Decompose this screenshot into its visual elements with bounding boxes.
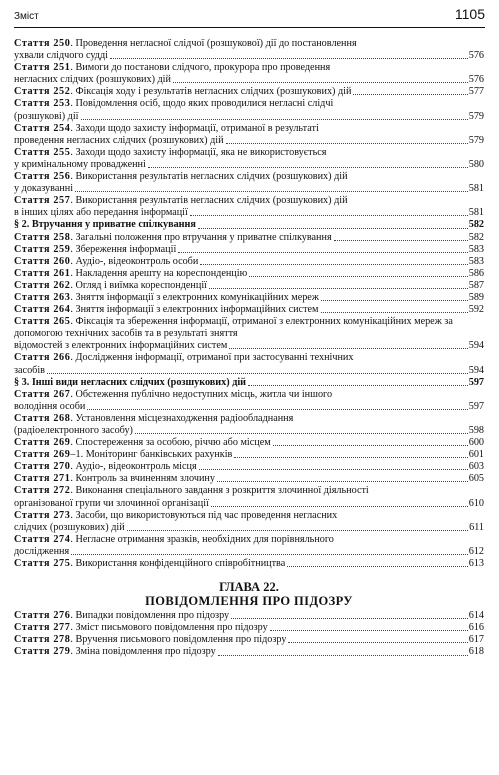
entry-last-line-text <box>14 437 271 449</box>
toc-entry[interactable] <box>14 352 484 376</box>
dot-leader <box>198 228 468 229</box>
entry-text: § 3. Інші види негласних слідчих (розшукових) дій <box>14 376 247 388</box>
toc-entry[interactable] <box>14 534 484 558</box>
entry-last-line-text <box>14 256 198 268</box>
page-number: 1105 <box>454 6 485 22</box>
entry-last-line <box>14 498 484 510</box>
toc-entry[interactable] <box>14 38 484 62</box>
entry-page-number: 583 <box>468 243 484 255</box>
entry-title-text: . Повідомлення осіб, щодо яких проводилися негласні слідчі <box>70 98 334 110</box>
entry-text: . Аудіо-, відеоконтроль місця <box>70 461 197 473</box>
article-number: Стаття 257 <box>14 195 71 207</box>
entry-text: § 2. Втручання у приватне спілкування <box>14 219 196 231</box>
entry-last-line <box>14 280 484 292</box>
toc-entry[interactable] <box>14 62 484 86</box>
entry-page-number: 587 <box>468 279 484 291</box>
article-number: Стаття 251 <box>14 62 71 74</box>
toc-entry[interactable] <box>14 268 484 280</box>
entry-last-line <box>14 207 484 219</box>
entry-title-text: . Обстеження публічно недоступних місць, житла чи іншого <box>70 388 333 400</box>
entry-text: негласних слідчих (розшукових) дій <box>14 74 171 86</box>
entry-last-line-text <box>14 522 125 534</box>
entry-page-number: 576 <box>468 50 484 62</box>
entry-last-line-text <box>14 401 85 413</box>
toc-entry[interactable] <box>14 232 484 244</box>
toc-entry[interactable] <box>14 510 484 534</box>
entry-page-number: 577 <box>468 86 484 98</box>
toc-section[interactable] <box>14 219 484 231</box>
toc-entry[interactable] <box>14 389 484 413</box>
entry-text: проведення негласних слідчих (розшукових) дій <box>14 134 224 146</box>
entry-last-line-text <box>14 135 224 147</box>
entry-last-line <box>14 244 484 256</box>
dot-leader <box>190 215 468 216</box>
entry-last-line-text <box>14 111 79 123</box>
entry-title-text: . Негласне отримання зразків, необхідних для порівняльного <box>70 533 334 545</box>
toc-entry[interactable] <box>14 485 484 509</box>
entry-last-line-text <box>14 634 286 646</box>
entry-page-number: 594 <box>468 340 484 352</box>
article-number: Стаття 274 <box>14 533 71 545</box>
article-number: Стаття 264 <box>14 304 71 316</box>
toc-section[interactable] <box>14 377 484 389</box>
dot-leader <box>334 240 468 241</box>
article-number: Стаття 266 <box>14 352 71 364</box>
article-number: Стаття 277 <box>14 622 71 634</box>
article-number: Стаття 265 <box>14 316 71 328</box>
entry-text: (радіоелектронного засобу) <box>14 425 133 436</box>
entry-last-line-text <box>14 377 246 389</box>
entry-text: . Зняття інформації з електронних інформаційних систем <box>70 304 319 316</box>
entry-last-line-text <box>14 304 319 316</box>
entry-last-line-text <box>14 292 319 304</box>
entry-text: . Огляд і виїмка кореспонденції <box>70 279 207 291</box>
entry-last-line <box>14 522 484 534</box>
entry-last-line <box>14 340 484 352</box>
toc-entry[interactable] <box>14 86 484 98</box>
entry-last-line <box>14 219 484 231</box>
entry-last-line-text <box>14 159 146 171</box>
entry-text: ухвали слідчого судді <box>14 50 108 62</box>
entry-title-line <box>14 171 484 183</box>
entry-text: (розшукові) дії <box>14 110 79 122</box>
entry-text: . Накладення арешту на кореспонденцію <box>70 267 248 279</box>
dot-leader <box>249 276 468 277</box>
entry-title-text: . Засоби, що використовуються під час проведення негласних <box>70 509 338 521</box>
entry-last-line <box>14 268 484 280</box>
entry-text: . Зміна повідомлення про підозру <box>70 646 216 658</box>
entry-last-line-text <box>14 207 188 219</box>
entry-last-line <box>14 292 484 304</box>
toc-entry[interactable] <box>14 316 484 352</box>
toc-entry[interactable] <box>14 413 484 437</box>
entry-page-number: 580 <box>468 158 484 170</box>
entry-text: . Спостереження за особою, річчю або місцем <box>70 437 271 449</box>
entry-title-text: . Фіксація та збереження інформації, отриманої з електронних комунікаційних мереж за допомогою технічних засобів та в результаті зняття <box>14 316 453 340</box>
running-head: Зміст <box>14 11 39 22</box>
dot-leader <box>75 191 468 192</box>
article-number: Стаття 268 <box>14 412 71 424</box>
entry-page-number: 611 <box>469 521 484 533</box>
entry-text: . Фіксація ходу і результатів негласних слідчих (розшукових) дій <box>70 86 352 98</box>
entry-last-line-text <box>14 449 232 461</box>
entry-last-line-text <box>14 610 229 622</box>
entry-title-text: . Дослідження інформації, отриманої при застосуванні технічних <box>70 352 354 364</box>
entry-text: . Зняття інформації з електронних комунікаційних мереж <box>70 291 319 303</box>
entry-page-number: 597 <box>468 400 484 412</box>
entry-text: організованої групи чи злочинної організації <box>14 497 209 509</box>
entry-last-line-text <box>14 183 73 195</box>
entry-title-line <box>14 38 484 50</box>
article-number: Стаття 263 <box>14 291 71 303</box>
entry-page-number: 592 <box>468 304 484 316</box>
entry-last-line-text <box>14 280 207 292</box>
dot-leader <box>273 445 468 446</box>
article-number: Стаття 256 <box>14 171 71 183</box>
entry-last-line <box>14 634 484 646</box>
entry-last-line-text <box>14 498 209 510</box>
entry-last-line <box>14 256 484 268</box>
toc-entry[interactable] <box>14 622 484 634</box>
toc-entry[interactable] <box>14 98 484 122</box>
entry-title-line <box>14 534 484 546</box>
entry-last-line <box>14 449 484 461</box>
entry-last-line-text <box>14 244 176 256</box>
dot-leader <box>148 167 468 168</box>
entry-page-number: 610 <box>468 497 484 509</box>
entry-title-line <box>14 352 484 364</box>
dot-leader <box>231 618 468 619</box>
toc-entry[interactable] <box>14 304 484 316</box>
entry-last-line <box>14 159 484 171</box>
entry-text: у доказуванні <box>14 183 74 195</box>
entry-last-line-text <box>14 622 268 634</box>
entry-last-line <box>14 135 484 147</box>
toc-entry[interactable] <box>14 449 484 461</box>
entry-page-number: 581 <box>468 207 484 219</box>
article-number: Стаття 252 <box>14 86 71 98</box>
entry-page-number: 613 <box>468 558 484 570</box>
entry-page-number: 617 <box>468 634 484 646</box>
toc-entry[interactable] <box>14 473 484 485</box>
article-number: Стаття 270 <box>14 461 71 473</box>
dot-leader <box>234 457 467 458</box>
entry-last-line <box>14 304 484 316</box>
entry-title-line <box>14 510 484 522</box>
entry-title-line <box>14 413 484 425</box>
entry-last-line <box>14 111 484 123</box>
entry-last-line <box>14 74 484 86</box>
entry-last-line <box>14 461 484 473</box>
page-header <box>14 6 485 28</box>
entry-title-text: . Установлення місцезнаходження радіообладнання <box>70 412 294 424</box>
entry-last-line <box>14 86 484 98</box>
entry-last-line-text <box>14 86 351 98</box>
entry-last-line <box>14 377 484 389</box>
dot-leader <box>173 82 468 83</box>
entry-page-number: 601 <box>468 449 484 461</box>
entry-title-text: . Виконання спеціального завдання з розкриття злочинної діяльності <box>70 485 369 497</box>
entry-last-line <box>14 622 484 634</box>
dot-leader <box>321 300 468 301</box>
entry-last-line <box>14 425 484 437</box>
entry-page-number: 583 <box>468 255 484 267</box>
entry-last-line-text <box>14 546 69 558</box>
entry-last-line-text <box>14 232 332 244</box>
article-number: Стаття 260 <box>14 255 71 267</box>
entry-last-line-text <box>14 74 171 86</box>
entry-last-line <box>14 183 484 195</box>
entry-text: у кримінальному провадженні <box>14 158 146 170</box>
entry-title-line <box>14 195 484 207</box>
entry-last-line <box>14 646 484 658</box>
entry-title-text: . Заходи щодо захисту інформації, отриманої в результаті <box>70 122 319 134</box>
entry-title-line <box>14 62 484 74</box>
dot-leader <box>135 433 468 434</box>
entry-page-number: 579 <box>468 134 484 146</box>
entry-text: дослідження <box>14 545 70 557</box>
entry-text: в інших цілях або передання інформації <box>14 207 188 219</box>
article-number: Стаття 250 <box>14 38 71 49</box>
article-number: Стаття 279 <box>14 646 71 658</box>
toc-entry[interactable] <box>14 461 484 473</box>
entry-text: . Випадки повідомлення про підозру <box>70 610 230 622</box>
entry-title-line <box>14 123 484 135</box>
entry-title-text: . Заходи щодо захисту інформації, яка не використовується <box>70 146 327 158</box>
entry-title-text: . Вимоги до постанови слідчого, прокурора про проведення <box>70 62 331 74</box>
toc-entry[interactable] <box>14 292 484 304</box>
article-number: Стаття 272 <box>14 485 71 497</box>
article-number: Стаття 269 <box>14 449 71 461</box>
entry-page-number: 581 <box>468 183 484 195</box>
toc-entry[interactable] <box>14 195 484 219</box>
entry-title-text: . Проведення негласної слідчої (розшукової) дії до постановлення <box>70 38 357 49</box>
toc-entry[interactable] <box>14 123 484 147</box>
article-number: Стаття 267 <box>14 388 71 400</box>
dot-leader <box>287 566 467 567</box>
dot-leader <box>353 94 467 95</box>
article-number: Стаття 262 <box>14 279 71 291</box>
entry-text: . Аудіо-, відеоконтроль особи <box>70 255 199 267</box>
entry-last-line-text <box>14 646 216 658</box>
entry-last-line <box>14 50 484 62</box>
toc-entry[interactable] <box>14 147 484 171</box>
entry-last-line <box>14 401 484 413</box>
entry-last-line-text <box>14 461 197 473</box>
entry-last-line <box>14 232 484 244</box>
entry-page-number: 603 <box>468 461 484 473</box>
dot-leader <box>178 252 467 253</box>
entry-title-text: . Використання результатів негласних слідчих (розшукових) дій <box>70 195 348 207</box>
toc-entry[interactable] <box>14 558 484 570</box>
entry-page-number: 582 <box>468 219 484 231</box>
entry-page-number: 598 <box>468 425 484 436</box>
entry-last-line <box>14 558 484 570</box>
toc-entry[interactable] <box>14 610 484 622</box>
article-number: Стаття 273 <box>14 509 71 521</box>
entry-title-line <box>14 316 484 340</box>
dot-leader <box>47 373 468 374</box>
table-of-contents <box>14 38 484 659</box>
dot-leader <box>87 409 467 410</box>
entry-page-number: 586 <box>468 267 484 279</box>
entry-last-line-text <box>14 50 108 62</box>
toc-entry[interactable] <box>14 646 484 658</box>
dot-leader <box>209 288 468 289</box>
entry-page-number: 589 <box>468 291 484 303</box>
entry-page-number: 594 <box>468 364 484 376</box>
entry-text: . Контроль за вчиненням злочину <box>70 473 215 485</box>
chapter-subtitle: ПОВІДОМЛЕННЯ ПРО ПІДОЗРУ <box>145 594 353 609</box>
entry-text: . Вручення письмового повідомлення про підозру <box>70 634 287 646</box>
dot-leader <box>211 506 468 507</box>
entry-last-line-text <box>14 425 133 437</box>
entry-title-line <box>14 98 484 110</box>
entry-page-number: 597 <box>468 376 484 388</box>
entry-last-line-text <box>14 268 247 280</box>
chapter-toc-entries <box>14 610 484 658</box>
toc-entry[interactable] <box>14 280 484 292</box>
entry-last-line-text <box>14 558 285 570</box>
entry-text: . Загальні положення про втручання у приватне спілкування <box>70 231 332 243</box>
toc-entry[interactable] <box>14 256 484 268</box>
entry-last-line <box>14 365 484 377</box>
dot-leader <box>270 630 468 631</box>
dot-leader <box>217 481 468 482</box>
entry-page-number: 579 <box>468 110 484 122</box>
entry-page-number: 600 <box>468 437 484 449</box>
entry-text: відомостей з електронних інформаційних систем <box>14 340 228 352</box>
entry-text: . Збереження інформації <box>70 243 177 255</box>
entry-text: володіння особи <box>14 400 86 412</box>
entry-text: –1. Моніторинг банківських рахунків <box>70 449 233 461</box>
article-number: Стаття 269 <box>14 437 71 449</box>
entry-page-number: 605 <box>468 473 484 485</box>
entry-last-line <box>14 546 484 558</box>
article-number: Стаття 254 <box>14 122 71 134</box>
entry-last-line-text <box>14 219 196 231</box>
dot-leader <box>127 530 468 531</box>
entry-page-number: 582 <box>468 231 484 243</box>
entry-last-line-text <box>14 365 45 377</box>
dot-leader <box>226 143 468 144</box>
dot-leader <box>321 312 468 313</box>
entry-page-number: 618 <box>468 646 484 658</box>
dot-leader <box>199 469 468 470</box>
entry-last-line <box>14 610 484 622</box>
dot-leader <box>71 554 468 555</box>
dot-leader <box>200 264 467 265</box>
dot-leader <box>288 642 467 643</box>
entry-title-line <box>14 389 484 401</box>
entry-last-line-text <box>14 340 227 352</box>
toc-entry[interactable] <box>14 437 484 449</box>
article-number: Стаття 258 <box>14 231 71 243</box>
article-number: Стаття 278 <box>14 634 71 646</box>
article-number: Стаття 271 <box>14 473 71 485</box>
entry-title-line <box>14 147 484 159</box>
entry-last-line <box>14 437 484 449</box>
dot-leader <box>229 348 467 349</box>
chapter-title: ГЛАВА 22. <box>219 580 279 595</box>
toc-entry[interactable] <box>14 171 484 195</box>
entry-title-text: . Використання результатів негласних слідчих (розшукових) дій <box>70 171 348 183</box>
entry-last-line <box>14 473 484 485</box>
entry-text: . Використання конфіденційного співробітництва <box>70 558 286 570</box>
dot-leader <box>110 58 468 59</box>
entry-page-number: 616 <box>468 622 484 634</box>
dot-leader <box>81 119 468 120</box>
article-number: Стаття 275 <box>14 558 71 570</box>
dot-leader <box>248 385 468 386</box>
entry-text: . Зміст письмового повідомлення про підозру <box>70 622 268 634</box>
entry-last-line-text <box>14 473 215 485</box>
dot-leader <box>218 655 468 656</box>
article-number: Стаття 276 <box>14 610 71 622</box>
entry-title-line <box>14 485 484 497</box>
toc-entry[interactable] <box>14 244 484 256</box>
article-number: Стаття 253 <box>14 98 71 110</box>
entry-page-number: 614 <box>468 610 484 622</box>
entry-text: слідчих (розшукових) дій <box>14 521 125 533</box>
article-number: Стаття 255 <box>14 146 71 158</box>
article-number: Стаття 261 <box>14 267 71 279</box>
entry-text: засобів <box>14 364 45 376</box>
entry-page-number: 576 <box>468 74 484 86</box>
article-number: Стаття 259 <box>14 243 71 255</box>
toc-entries <box>14 38 484 570</box>
entry-page-number: 612 <box>468 545 484 557</box>
header-rule <box>14 27 485 28</box>
toc-entry[interactable] <box>14 634 484 646</box>
